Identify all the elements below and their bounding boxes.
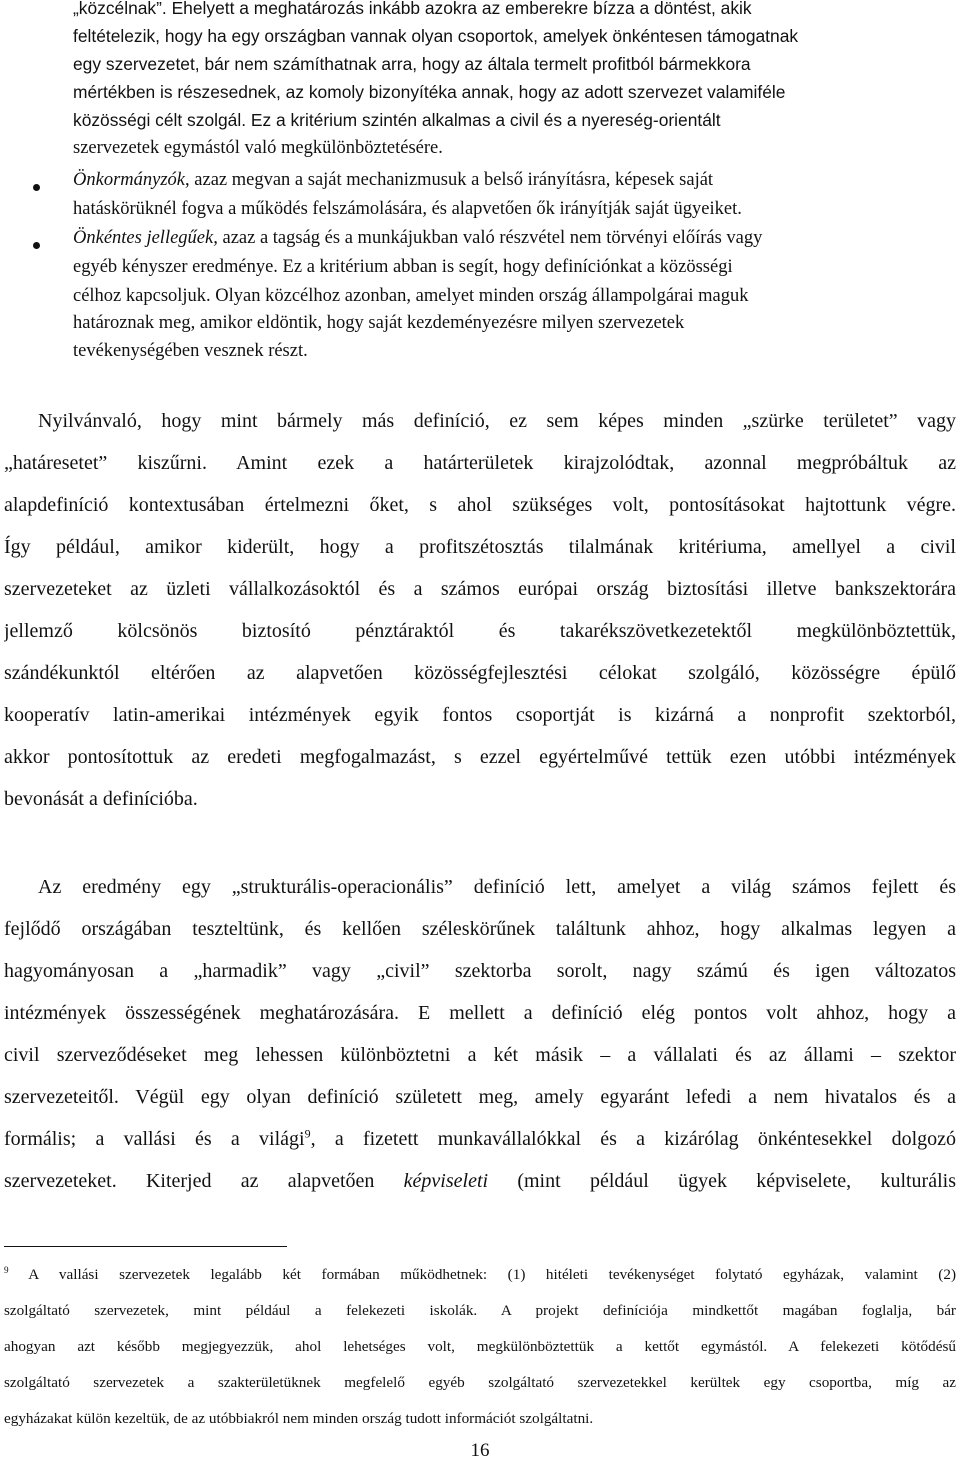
term-italic: Önkormányzók xyxy=(73,170,186,190)
text-line: ahogyan azt később megjegyezzük, ahol lehetséges volt, megkülönböztettük a kettőt egymástól. A felekezeti kötődésű xyxy=(4,1338,956,1355)
text-line: közösségi célt szolgál. Ez a kritérium szintén alkalmas a civil és a nyereség-orientált xyxy=(73,110,721,130)
bullet-dot xyxy=(33,184,40,191)
text-line: tevékenységében vesznek részt. xyxy=(73,341,308,361)
text-line: egy szervezetet, bár nem számíthatnak arra, hogy az általa termelt profitból bármekkora xyxy=(73,54,751,74)
text-span: , azaz megvan a saját mechanizmusuk a belső irányításra, képesek saját xyxy=(185,170,714,190)
text-span: , a fizetett munkavállalókkal és a kizárólag önkéntesekkel dolgozó xyxy=(310,1128,956,1150)
footnote xyxy=(4,1257,956,1437)
text-line: intézmények összességének meghatározására. E mellett a definíció elég pontos volt ahhoz, hogy a xyxy=(4,1002,956,1024)
text-span: formális; a vallási és a világi xyxy=(4,1128,305,1150)
bullet-item-onkormanyzok xyxy=(73,166,713,195)
text-span: azaz a tagság és a munkájukban való részvétel nem törvényi előírás vagy xyxy=(217,228,763,248)
text-line: feltételezik, hogy ha egy országban vannak olyan csoportok, amelyek önkéntesen támogatnak xyxy=(73,26,799,46)
text-line: célhoz kapcsoljuk. Olyan közcélhoz azonban, amelyet minden ország állampolgárai maguk xyxy=(73,286,749,306)
text-line: szervezeteitől. Végül egy olyan definíció született meg, amely egyaránt lefedi a nem hivatalos és a xyxy=(4,1086,956,1108)
text-line xyxy=(4,1118,956,1160)
text-line: alapdefiníció kontextusában értelmezni őket, s ahol szükséges volt, pontosításokat hajtottunk végre. xyxy=(4,494,956,516)
text-line: Így például, amikor kiderült, hogy a profitszétosztás tilalmának kritériuma, amellyel a civil xyxy=(4,536,956,558)
text-line xyxy=(4,1257,956,1293)
text-line: Az eredmény egy „strukturális-operacionális” definíció lett, amelyet a világ számos fejlett és xyxy=(38,876,956,898)
text-line: egyházakat külön kezeltük, de az utóbbiakról nem minden ország tudott információt szolgáltatni. xyxy=(4,1410,594,1427)
text-line: civil szerveződéseket meg lehessen különböztetni a két másik – a vállalati és az állami – szektor xyxy=(4,1044,956,1066)
bullet-dot xyxy=(33,242,40,249)
text-line: „határesetet” kiszűrni. Amint ezek a határterületek kirajzolódtak, azonnal megpróbáltuk az xyxy=(4,452,956,474)
text-span: A vallási szervezetek legalább két formában működhetnek: (1) hitéleti tevékenységet folytató egyházak, valamint (2) xyxy=(8,1266,956,1283)
text-line: szervezetek egymástól való megkülönböztetésére. xyxy=(73,138,443,158)
text-line: jellemző kölcsönös biztosító pénztáraktól és takarékszövetkezetektől megkülönböztettük, xyxy=(4,620,956,642)
text-line: szolgáltató szervezetek, mint például a felekezeti iskolák. A projekt definíciója mindkettőt magában foglalja, bár xyxy=(4,1302,956,1319)
text-line: szándékunktól eltérően az alapvetően közösségfejlesztési célokat szolgáló, közösségre épülő xyxy=(4,662,956,684)
text-line: „közcélnak”. Ehelyett a meghatározás inkább azokra az emberekre bízza a döntést, akik xyxy=(73,0,752,18)
text-line: mértékben is részesednek, az komoly bizonyítéka annak, hogy az adott szervezet valamiféle xyxy=(73,82,786,102)
text-line: kooperatív latin-amerikai intézmények egyik fontos csoportját is kizárná a nonprofit szektorból, xyxy=(4,704,956,726)
text-line: bevonását a definícióba. xyxy=(4,788,198,810)
term-italic: Önkéntes jellegűek, xyxy=(73,228,218,248)
text-line: akkor pontosítottuk az eredeti megfogalmazást, s ezzel egyértelművé tettük ezen utóbbi intézmények xyxy=(4,746,956,768)
text-line: hatáskörüknél fogva a működés felszámolására, és alapvetően ők irányítják saját ügyeiket. xyxy=(73,199,742,219)
text-line: Nyilvánvaló, hogy mint bármely más definíció, ez sem képes minden „szürke területet” vagy xyxy=(38,410,956,432)
text-line: hagyományosan a „harmadik” vagy „civil” szektorba sorolt, nagy számú és igen változatos xyxy=(4,960,956,982)
text-span: (mint például ügyek képviselete, kulturális xyxy=(488,1170,956,1192)
text-line xyxy=(4,1160,956,1202)
bullet-item-onkentes xyxy=(73,224,762,253)
text-line: szervezeteket az üzleti vállalkozásoktól és a számos európai ország biztosítási illetve bankszektorára xyxy=(4,578,956,600)
text-line: fejlődő országában teszteltünk, és kellően széleskörűnek találtunk ahhoz, hogy alkalmas legyen a xyxy=(4,918,956,940)
footnote-marker: 9 xyxy=(4,1264,9,1275)
text-line: szolgáltató szervezetek a szakterületüknek megfelelő egyéb szolgáltató szervezetekkel kerültek egy csoportba, míg az xyxy=(4,1374,956,1391)
paragraph-1 xyxy=(4,400,956,820)
italic-term: képviseleti xyxy=(403,1170,489,1192)
footnote-ref[interactable]: 9 xyxy=(304,1126,311,1141)
text-line: határoznak meg, amikor eldöntik, hogy saját kezdeményezésre milyen szervezetek xyxy=(73,313,685,333)
paragraph-2 xyxy=(4,866,956,1202)
text-line: egyéb kényszer eredménye. Ez a kritérium abban is segít, hogy definíciónkat a közösségi xyxy=(73,257,733,277)
page-number: 16 xyxy=(470,1440,490,1461)
text-span: szervezeteket. Kiterjed az alapvetően xyxy=(4,1170,404,1192)
footnote-divider xyxy=(4,1246,287,1247)
